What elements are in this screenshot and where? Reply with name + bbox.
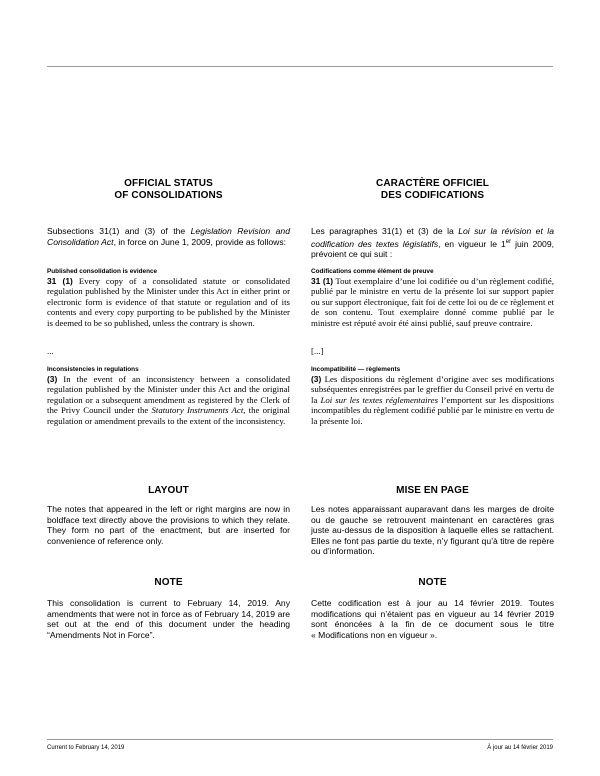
section-number: 31 (1) (311, 276, 334, 286)
official-status-heading-fr: CARACTÈRE OFFICIEL DES CODIFICATIONS (376, 178, 489, 201)
note-heading: NOTE (154, 577, 183, 588)
french-column (311, 0, 554, 776)
layout-heading: LAYOUT (148, 485, 189, 496)
note-text: This consolidation is current to February 14, 2019. Any amendments that were not in force as of February 14, 2019 are set out at the end of this document under the heading “Amendments Not in Force”. (47, 598, 290, 640)
marginal-note: Incompatibilité — règlements (311, 366, 401, 373)
marginal-note: Inconsistencies in regulations (47, 366, 139, 373)
section-number: (3) (47, 374, 58, 384)
section-31-3: (3) In the event of an inconsistency between a consolidated regulation published by the Minister under this Act and the original regulation or a subsequent amendment as registered by the Clerk of the Privy Council under the Statutory Instruments Act, the original regulation or amendment prevails to the extent of the inconsistency. (47, 374, 290, 426)
layout-text: The notes that appeared in the left or right margins are now in boldface text directly above the provisions to which they relate. They form no part of the enactment, but are inserted for convenience of reference only. (47, 504, 290, 546)
english-column (47, 0, 290, 776)
official-status-heading: OFFICIAL STATUS OF CONSOLIDATIONS (114, 178, 223, 201)
marginal-note: Published consolidation is evidence (47, 268, 158, 275)
act-title: Legislation Revision and Consolidation Act (47, 226, 290, 247)
layout-text-fr: Les notes apparaissant auparavant dans les marges de droite ou de gauche se retrouvent maintenant en caractères gras juste au-dessus de la disposition à laquelle elles se rattachent. Elles ne font pas partie du texte, n’y figurant qu’à titre de repère ou d’information. (311, 504, 554, 557)
section-number: (3) (311, 374, 322, 384)
section-31-1: 31 (1) Every copy of a consolidated statute or consolidated regulation published by the Minister under this Act in either print or electronic form is evidence of that statute or regulation and of its contents and every copy purporting to be published by the Minister is deemed to be so published, unless the contrary is shown. (47, 276, 290, 328)
ellipsis: ... (47, 346, 54, 356)
section-31-1-fr: 31 (1) Tout exemplaire d’une loi codifiée ou d’un règlement codifié, publié par le ministre en vertu de la présente loi sur support papier ou sur support électronique, fait foi de cette loi ou de ce règlement et de son contenu. Tout exemplaire donné comme publié par le ministre est réputé avoir été ainsi publié, sauf preuve contraire. (311, 276, 554, 328)
intro-paragraph: Subsections 31(1) and (3) of the Legislation Revision and Consolidation Act, in force on June 1, 2009, provide as follows: (47, 226, 290, 247)
section-31-3-fr: (3) Les dispositions du règlement d’origine avec ses modifications subséquentes enregistrées par le greffier du Conseil privé en vertu de la Loi sur les textes réglementaires l’emportent sur les dispositions incompatibles du règlement codifié publié par le ministre en vertu de la présente loi. (311, 374, 554, 426)
note-text-fr: Cette codification est à jour au 14 février 2019. Toutes modifications qui n’étaient pas en vigueur au 14 février 2019 sont énoncées à la fin de ce document sous le titre « Modifications non en vigueur ». (311, 598, 554, 640)
marginal-note: Codifications comme élément de preuve (311, 268, 434, 275)
footer-right: À jour au 14 février 2019 (487, 745, 553, 751)
note-heading-fr: NOTE (418, 577, 447, 588)
ellipsis: [...] (311, 346, 324, 356)
intro-paragraph-fr: Les paragraphes 31(1) et (3) de la Loi sur la révision et la codification des textes législatifs, en vigueur le 1er juin 2009, prévoient ce qui suit : (311, 226, 554, 260)
act-title: Loi sur la révision et la codification des textes législatifs (311, 226, 554, 249)
act-title: Statutory Instruments Act (151, 405, 244, 416)
footer-rule (47, 739, 553, 740)
footer-left: Current to February 14, 2019 (47, 745, 125, 751)
layout-heading-fr: MISE EN PAGE (396, 485, 469, 496)
section-number: 31 (1) (47, 276, 73, 286)
act-title: Loi sur les textes réglementaires (320, 394, 439, 405)
